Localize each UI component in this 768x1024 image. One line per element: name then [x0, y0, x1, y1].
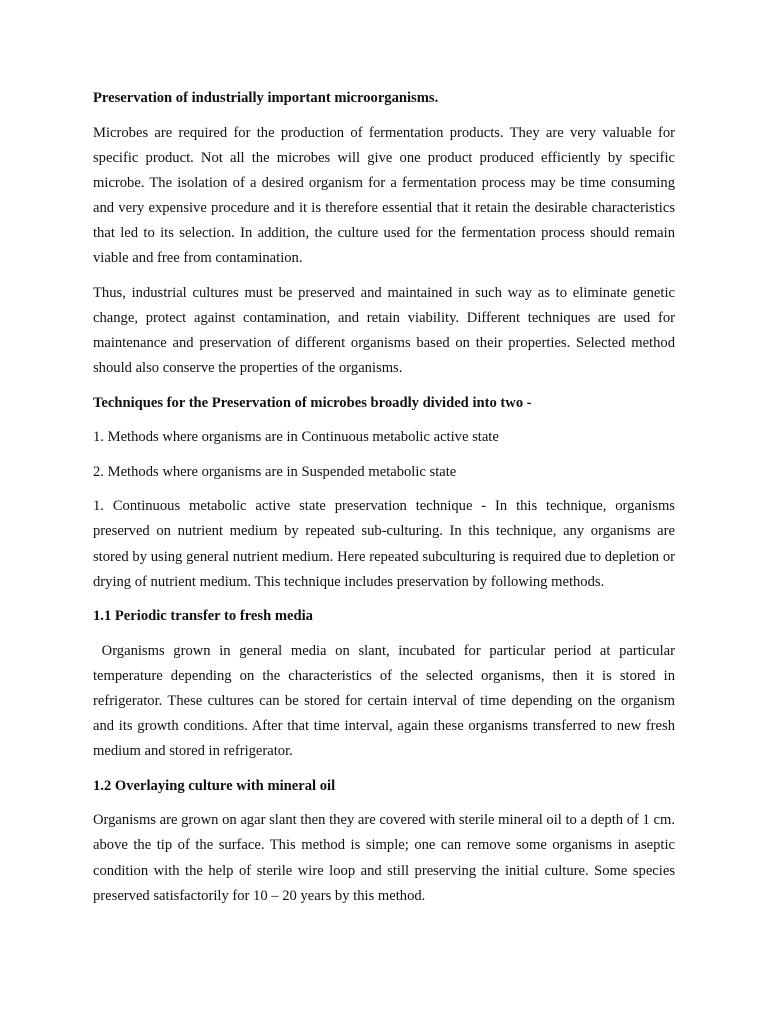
- techniques-list-item-1: 1. Methods where organisms are in Continuous metabolic active state: [93, 429, 499, 446]
- intro-paragraph-1: Microbes are required for the production of fermentation products. They are very valuable for specific product. Not all the microbes will give one product produced efficiently by specific microbe. The isolation of a desired organism for a fermentation process may be time consuming and very expensive procedure and it is therefore essential that it retain the desirable characteristics that led to its selection. In addition, the culture used for the fermentation process should remain viable and free from contamination.: [93, 124, 675, 267]
- techniques-heading: Techniques for the Preservation of microbes broadly divided into two -: [93, 394, 532, 411]
- section-1-1-heading: 1.1 Periodic transfer to fresh media: [93, 608, 313, 625]
- section-1-2-body: Organisms are grown on agar slant then they are covered with sterile mineral oil to a depth of 1 cm. above the tip of the surface. This method is simple; one can remove some organisms in aseptic condition with the help of sterile wire loop and still preserving the initial culture. Some species preserved satisfactorily for 10 – 20 years by this method.: [93, 812, 675, 904]
- section-1-1-body: Organisms grown in general media on slant, incubated for particular period at particular temperature depending on the characteristics of the selected organisms, then it is stored in refrigerator. These cultures can be stored for certain interval of time depending on the organism and its growth conditions. After that time interval, again these organisms transferred to new fresh medium and stored in refrigerator.: [93, 642, 679, 760]
- intro-paragraph-2: Thus, industrial cultures must be preserved and maintained in such way as to eliminate genetic change, protect against contamination, and retain viability. Different techniques are used for maintenance and preservation of different organisms based on their properties. Selected method should also conserve the properties of the organisms.: [93, 284, 675, 376]
- document-title: Preservation of industrially important microorganisms.: [93, 90, 439, 106]
- continuous-technique-paragraph: 1. Continuous metabolic active state preservation technique - In this technique, organisms preserved on nutrient medium by repeated sub-culturing. In this technique, any organisms are stored by using general nutrient medium. Here repeated subculturing is required due to depletion or drying of nutrient medium. This technique includes preservation by following methods.: [93, 498, 675, 590]
- section-1-2-heading: 1.2 Overlaying culture with mineral oil: [93, 777, 336, 794]
- techniques-list-item-2: 2. Methods where organisms are in Suspended metabolic state: [93, 463, 457, 480]
- document-page: [93, 86, 679, 918]
